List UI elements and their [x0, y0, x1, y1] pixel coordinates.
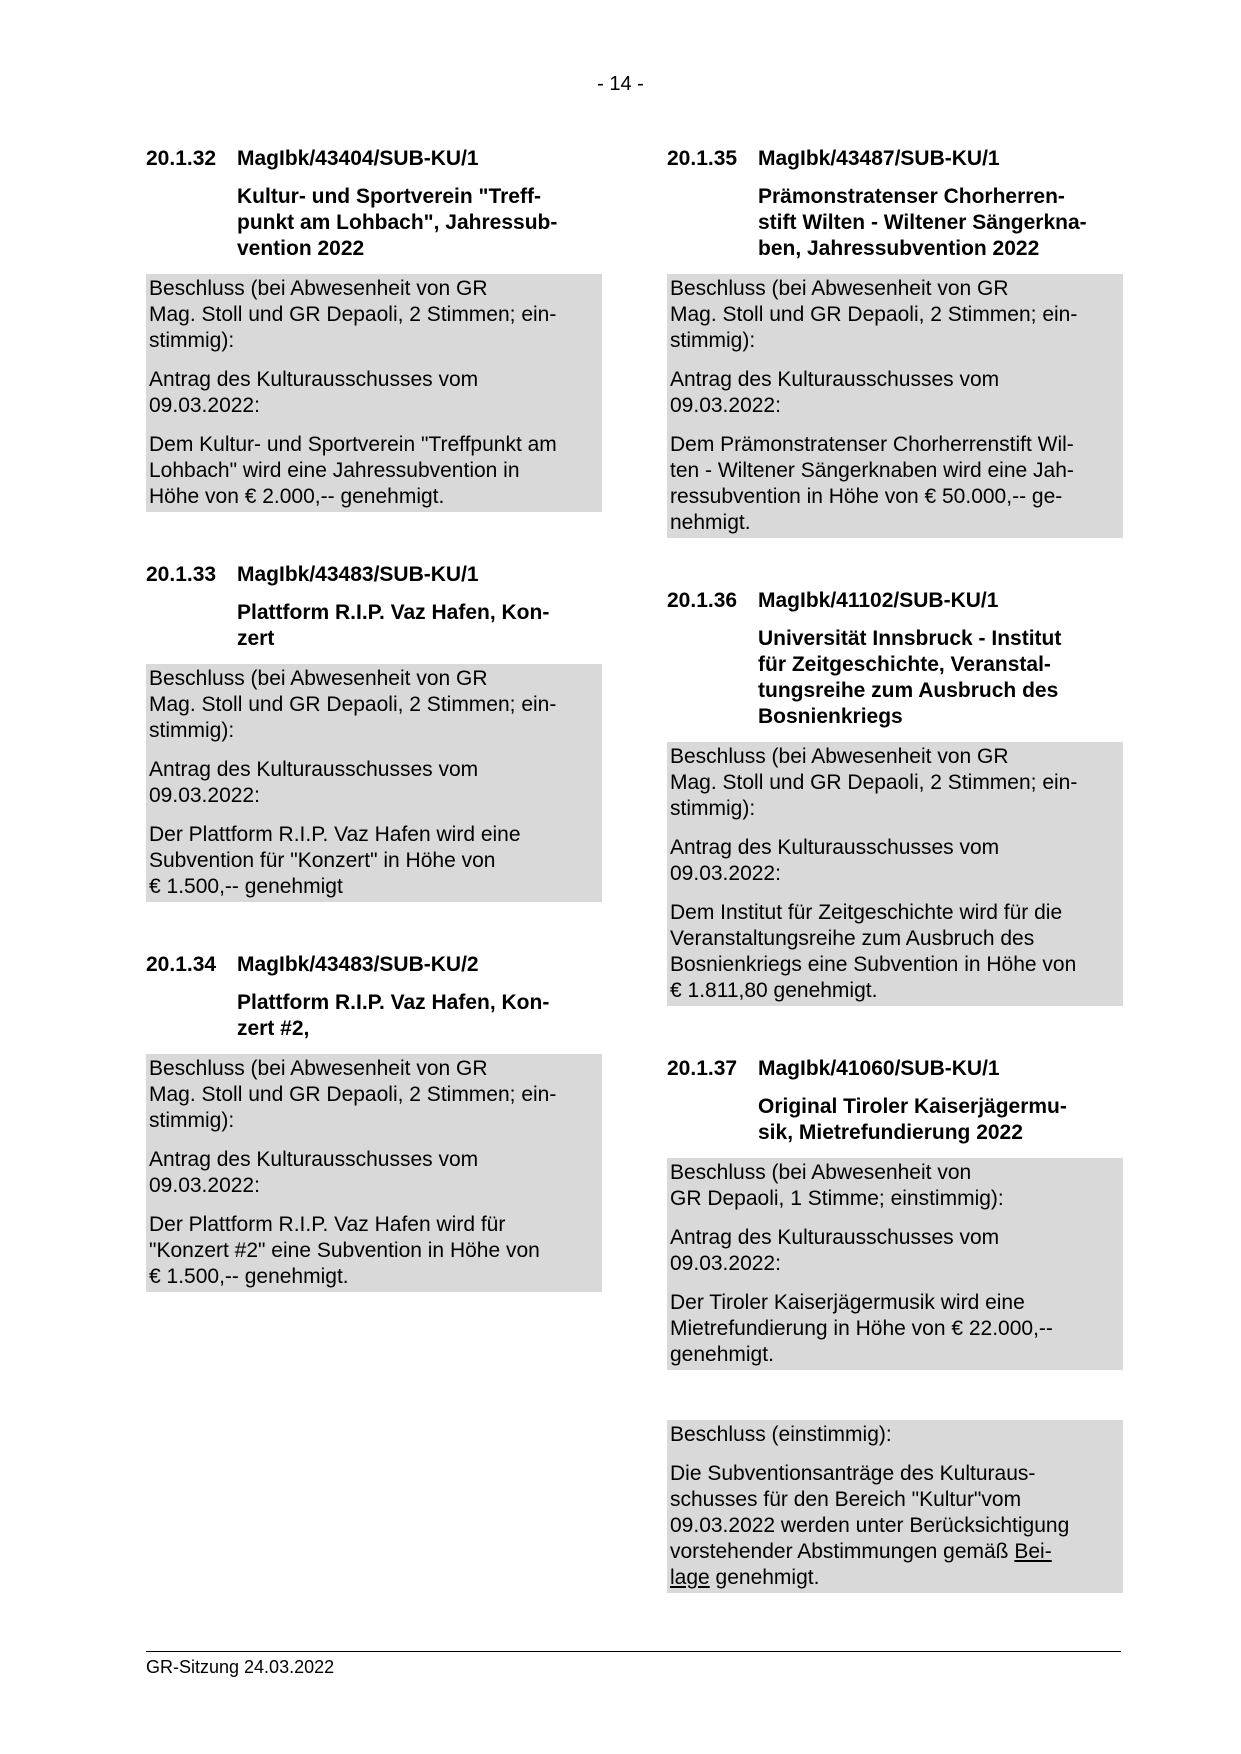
beilage-link-continued[interactable]: lage: [670, 1566, 710, 1589]
decision-paragraph: Beschluss (bei Abwesenheit von GR Mag. Stoll und GR Depaoli, 2 Stimmen; ein- stimmig):: [149, 1057, 557, 1132]
entry-title: [237, 184, 587, 262]
entry-reference: MagIbk/43487/SUB-KU/1: [758, 147, 1000, 170]
title-line: punkt am Lohbach", Jahressub-: [237, 211, 558, 234]
resolution-paragraph: Der Plattform R.I.P. Vaz Hafen wird für "Konzert #2" eine Subvention in Höhe von € 1.500,-- genehmigt.: [149, 1213, 540, 1288]
title-line: Original Tiroler Kaiserjägermu-: [758, 1095, 1067, 1118]
motion-paragraph: Antrag des Kulturausschusses vom 09.03.2022:: [670, 836, 1000, 885]
entry-number: 20.1.33: [146, 563, 217, 586]
entry-heading: [667, 1056, 1123, 1082]
title-line: Plattform R.I.P. Vaz Hafen, Kon-: [237, 991, 550, 1014]
decision-block: [146, 274, 602, 512]
left-column: [146, 146, 602, 1342]
entry-number: 20.1.34: [146, 953, 217, 976]
title-line: zert #2,: [237, 1017, 310, 1040]
title-line: für Zeitgeschichte, Veranstal-: [758, 653, 1051, 676]
footer-text: GR-Sitzung 24.03.2022: [146, 1657, 335, 1677]
decision-paragraph: Beschluss (bei Abwesenheit von GR Mag. Stoll und GR Depaoli, 2 Stimmen; ein- stimmig):: [149, 667, 557, 742]
entry-reference: MagIbk/43483/SUB-KU/1: [237, 563, 479, 586]
motion-paragraph: Antrag des Kulturausschusses vom 09.03.2022:: [670, 1226, 1000, 1275]
motion-paragraph: Antrag des Kulturausschusses vom 09.03.2022:: [149, 758, 479, 807]
decision-block: [146, 1054, 602, 1292]
entry-title: [758, 1094, 1108, 1146]
entry-reference: MagIbk/43404/SUB-KU/1: [237, 147, 479, 170]
title-line: Prämonstratenser Chorherren-: [758, 185, 1065, 208]
agenda-entry: [146, 146, 602, 512]
page-number: - 14 -: [597, 73, 644, 95]
final-decision-label: Beschluss (einstimmig):: [670, 1423, 892, 1446]
title-line: zert: [237, 627, 275, 650]
entry-heading: [667, 588, 1123, 614]
title-line: Universität Innsbruck - Institut: [758, 627, 1062, 650]
title-line: stift Wilten - Wiltener Sängerkna-: [758, 211, 1087, 234]
final-decision-text: Die Subventionsanträge des Kulturaus- schusses für den Bereich "Kultur"vom 09.03.2022 werden unter Berücksichtigung vorstehender Abstimmungen gemäß Bei- lage genehmigt.: [670, 1462, 1070, 1589]
entry-number: 20.1.36: [667, 589, 738, 612]
decision-paragraph: Beschluss (bei Abwesenheit von GR Mag. Stoll und GR Depaoli, 2 Stimmen; ein- stimmig):: [149, 277, 557, 352]
entry-number: 20.1.32: [146, 147, 217, 170]
entry-reference: MagIbk/41102/SUB-KU/1: [758, 589, 999, 612]
decision-paragraph: Beschluss (bei Abwesenheit von GR Depaoli, 1 Stimme; einstimmig):: [670, 1161, 1004, 1210]
agenda-entry: [667, 588, 1123, 1006]
resolution-paragraph: Der Plattform R.I.P. Vaz Hafen wird eine Subvention für "Konzert" in Höhe von € 1.500,-- genehmigt: [149, 823, 521, 898]
title-line: Bosnienkriegs: [758, 705, 903, 728]
decision-block: [146, 664, 602, 902]
beilage-link[interactable]: Bei-: [1014, 1540, 1052, 1563]
resolution-paragraph: Der Tiroler Kaiserjägermusik wird eine Mietrefundierung in Höhe von € 22.000,-- genehmigt.: [670, 1291, 1053, 1366]
footer-divider: [146, 1651, 1121, 1652]
title-line: sik, Mietrefundierung 2022: [758, 1121, 1023, 1144]
entry-title: [237, 990, 587, 1042]
entry-heading: [146, 146, 602, 172]
decision-paragraph: Beschluss (bei Abwesenheit von GR Mag. Stoll und GR Depaoli, 2 Stimmen; ein- stimmig):: [670, 277, 1078, 352]
resolution-paragraph: Dem Kultur- und Sportverein "Treffpunkt am Lohbach" wird eine Jahressubvention in Höhe von € 2.000,-- genehmigt.: [149, 433, 557, 508]
right-column: [667, 146, 1123, 1593]
entry-title: [758, 626, 1108, 730]
title-line: tungsreihe zum Ausbruch des: [758, 679, 1059, 702]
entry-number: 20.1.35: [667, 147, 738, 170]
entry-reference: MagIbk/41060/SUB-KU/1: [758, 1057, 1000, 1080]
title-line: Kultur- und Sportverein "Treff-: [237, 185, 541, 208]
title-line: vention 2022: [237, 237, 365, 260]
entry-reference: MagIbk/43483/SUB-KU/2: [237, 953, 479, 976]
motion-paragraph: Antrag des Kulturausschusses vom 09.03.2022:: [670, 368, 1000, 417]
decision-paragraph: Beschluss (bei Abwesenheit von GR Mag. Stoll und GR Depaoli, 2 Stimmen; ein- stimmig):: [670, 745, 1078, 820]
resolution-paragraph: Dem Institut für Zeitgeschichte wird für die Veranstaltungsreihe zum Ausbruch des Bosnienkriegs eine Subvention in Höhe von € 1.811,80 genehmigt.: [670, 901, 1077, 1002]
decision-block: [667, 742, 1123, 1006]
entry-heading: [667, 146, 1123, 172]
final-decision-block: [667, 1420, 1123, 1593]
entry-title: [237, 600, 587, 652]
decision-block: [667, 1158, 1123, 1370]
decision-block: [667, 274, 1123, 538]
entry-heading: [146, 562, 602, 588]
entry-title: [758, 184, 1108, 262]
title-line: Plattform R.I.P. Vaz Hafen, Kon-: [237, 601, 550, 624]
motion-paragraph: Antrag des Kulturausschusses vom 09.03.2022:: [149, 1148, 479, 1197]
agenda-entry: [146, 952, 602, 1292]
resolution-paragraph: Dem Prämonstratenser Chorherrenstift Wil- ten - Wiltener Sängerknaben wird eine Jah- ressubvention in Höhe von € 50.000,-- ge- nehmigt.: [670, 433, 1074, 534]
agenda-entry: [667, 146, 1123, 538]
title-line: ben, Jahressubvention 2022: [758, 237, 1040, 260]
agenda-entry: [667, 1056, 1123, 1370]
entry-heading: [146, 952, 602, 978]
agenda-entry: [146, 562, 602, 902]
motion-paragraph: Antrag des Kulturausschusses vom 09.03.2022:: [149, 368, 479, 417]
entry-number: 20.1.37: [667, 1057, 738, 1080]
